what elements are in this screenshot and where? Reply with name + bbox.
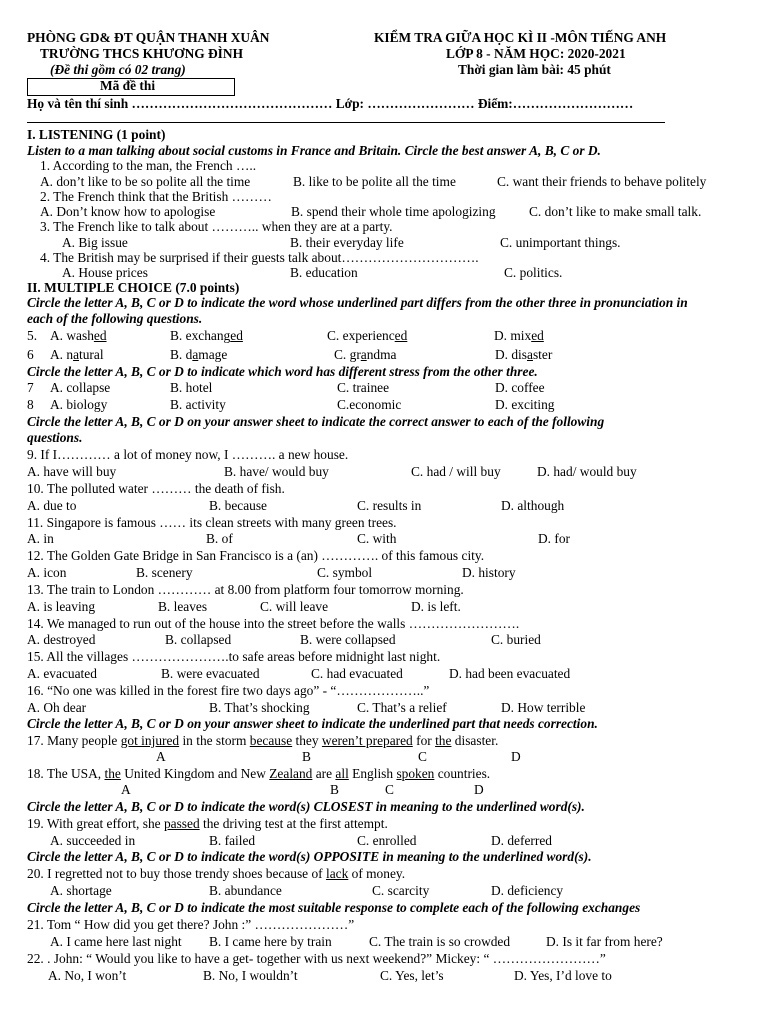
- q5-option-a: A. washed: [50, 328, 107, 343]
- q15-option-a: A. evacuated: [27, 666, 97, 681]
- q20-option-d: D. deficiency: [491, 883, 564, 898]
- q13-option-b: B. leaves: [158, 599, 208, 614]
- q10-option-b: B. because: [209, 498, 268, 513]
- pronunciation-instruction: Circle the letter A, B, C or D to indicate the word whose underlined part differs from the other three in pronunciation in: [27, 295, 688, 310]
- q2-option-c: C. don’t like to make small talk.: [529, 204, 702, 219]
- q21-stem: 21. Tom “ How did you get there? John :” …………………”: [27, 917, 355, 932]
- correct-answer-instruction: Circle the letter A, B, C or D on your answer sheet to indicate the correct answer to each of the following: [27, 414, 605, 429]
- q14-stem: 14. We managed to run out of the house into the street before the walls …………………….: [27, 616, 520, 631]
- q13-option-d: D. is left.: [411, 599, 461, 614]
- q18-label-b: B: [330, 782, 339, 797]
- q16-option-c: C. That’s a relief: [357, 700, 447, 715]
- q22-option-c: C. Yes, let’s: [380, 968, 444, 983]
- q6-number: 6: [27, 347, 34, 362]
- q14-option-d: C. buried: [491, 632, 541, 647]
- school-name: TRƯỜNG THCS KHƯƠNG ĐÌNH: [40, 46, 243, 61]
- q11-option-d: D. for: [538, 531, 570, 546]
- q5-option-b: B. exchanged: [170, 328, 243, 343]
- q18-label-c: C: [385, 782, 394, 797]
- q19-option-a: A. succeeded in: [50, 833, 136, 848]
- listening-instruction: Listen to a man talking about social customs in France and Britain. Circle the best answer A, B, C or D.: [27, 143, 601, 158]
- q16-option-d: D. How terrible: [501, 700, 586, 715]
- q7-number: 7: [27, 380, 34, 395]
- opposite-meaning-instruction: Circle the letter A, B, C or D to indicate the word(s) OPPOSITE in meaning to the underlined word(s).: [27, 849, 592, 864]
- q15-option-c: C. had evacuated: [311, 666, 403, 681]
- q17-label-b: B: [302, 749, 311, 764]
- q10-stem: 10. The polluted water ……… the death of fish.: [27, 481, 285, 496]
- q7-option-a: A. collapse: [50, 380, 111, 395]
- dept-name: PHÒNG GD& ĐT QUẬN THANH XUÂN: [27, 30, 270, 45]
- q21-option-d: D. Is it far from here?: [546, 934, 663, 949]
- q12-option-a: A. icon: [27, 565, 67, 580]
- q1-option-c: C. want their friends to behave politely: [497, 174, 707, 189]
- q11-option-c: C. with: [357, 531, 397, 546]
- q8-number: 8: [27, 397, 34, 412]
- q8-option-d: D. exciting: [495, 397, 555, 412]
- q12-stem: 12. The Golden Gate Bridge in San Francisco is a (an) …………. of this famous city.: [27, 548, 485, 563]
- q13-option-a: A. is leaving: [27, 599, 96, 614]
- q14-option-a: A. destroyed: [27, 632, 96, 647]
- q22-option-a: A. No, I won’t: [48, 968, 127, 983]
- q8-option-c: C.economic: [337, 397, 402, 412]
- q19-option-c: C. enrolled: [357, 833, 417, 848]
- q11-option-a: A. in: [27, 531, 54, 546]
- exam-duration: Thời gian làm bài: 45 phút: [458, 62, 611, 77]
- q3-option-b: B. their everyday life: [290, 235, 404, 250]
- q12-option-d: D. history: [462, 565, 516, 580]
- q17-sentence: 17. Many people got injured in the storm because they weren’t prepared for the disaster.: [27, 733, 499, 748]
- q4-stem: 4. The British may be surprised if their guests talk about………………………….: [40, 250, 479, 265]
- q14-option-c: B. were collapsed: [300, 632, 396, 647]
- q22-option-d: D. Yes, I’d love to: [514, 968, 612, 983]
- pronunciation-instruction-cont: each of the following questions.: [27, 311, 203, 326]
- q2-stem: 2. The French think that the British ………: [40, 189, 272, 204]
- q19-sentence: 19. With great effort, she passed the driving test at the first attempt.: [27, 816, 388, 831]
- q7-option-d: D. coffee: [495, 380, 545, 395]
- q7-option-b: B. hotel: [170, 380, 213, 395]
- q19-option-d: D. deferred: [491, 833, 552, 848]
- q3-option-a: A. Big issue: [62, 235, 128, 250]
- q9-option-d: D. had/ would buy: [537, 464, 637, 479]
- header-divider: [27, 122, 665, 123]
- error-correction-instruction: Circle the letter A, B, C or D on your answer sheet to indicate the underlined part that needs correction.: [27, 716, 598, 731]
- q20-option-c: C. scarcity: [372, 883, 430, 898]
- q4-option-a: A. House prices: [62, 265, 148, 280]
- closest-meaning-instruction: Circle the letter A, B, C or D to indicate the word(s) CLOSEST in meaning to the underlined word(s).: [27, 799, 585, 814]
- q14-option-b: B. collapsed: [165, 632, 232, 647]
- q17-label-d: D: [511, 749, 521, 764]
- response-instruction: Circle the letter A, B, C or D to indicate the most suitable response to complete each of the following exchanges: [27, 900, 641, 915]
- q20-option-a: A. shortage: [50, 883, 112, 898]
- q2-option-b: B. spend their whole time apologizing: [291, 204, 496, 219]
- q20-option-b: B. abundance: [209, 883, 282, 898]
- q8-option-a: A. biology: [50, 397, 108, 412]
- q11-stem: 11. Singapore is famous …… its clean streets with many green trees.: [27, 515, 397, 530]
- q9-option-c: C. had / will buy: [411, 464, 501, 479]
- q13-stem: 13. The train to London ………… at 8.00 from platform four tomorrow morning.: [27, 582, 464, 597]
- q15-stem: 15. All the villages ………………….to safe areas before midnight last night.: [27, 649, 441, 664]
- q13-option-c: C. will leave: [260, 599, 329, 614]
- q4-option-b: B. education: [290, 265, 358, 280]
- q5-number: 5.: [27, 328, 38, 343]
- correct-answer-instruction-cont: questions.: [27, 430, 83, 445]
- q21-option-b: B. I came here by train: [209, 934, 332, 949]
- q1-option-b: B. like to be polite all the time: [293, 174, 456, 189]
- q6-option-c: C. grandma: [334, 347, 397, 362]
- q12-option-b: B. scenery: [136, 565, 193, 580]
- q16-option-b: B. That’s shocking: [209, 700, 310, 715]
- exam-title: KIỂM TRA GIỮA HỌC KÌ II -MÔN TIẾNG ANH: [374, 30, 667, 45]
- q5-option-c: C. experienced: [327, 328, 408, 343]
- q4-option-c: C. politics.: [504, 265, 563, 280]
- q16-stem: 16. “No one was killed in the forest fire two days ago” - “………………..”: [27, 683, 430, 698]
- q10-option-c: C. results in: [357, 498, 422, 513]
- q1-stem: 1. According to the man, the French …..: [40, 158, 257, 173]
- q8-option-b: B. activity: [170, 397, 226, 412]
- grade-year: LỚP 8 - NĂM HỌC: 2020-2021: [446, 46, 626, 61]
- q6-option-b: B. damage: [170, 347, 228, 362]
- q10-option-a: A. due to: [27, 498, 77, 513]
- stress-instruction: Circle the letter A, B, C or D to indicate which word has different stress from the other three.: [27, 364, 538, 379]
- q22-option-b: B. No, I wouldn’t: [203, 968, 298, 983]
- q2-option-a: A. Don’t know how to apologise: [40, 204, 216, 219]
- listening-title: I. LISTENING (1 point): [27, 127, 166, 142]
- q6-option-d: D. disaster: [495, 347, 553, 362]
- q22-stem: 22. . John: “ Would you like to have a get- together with us next weekend?” Mickey: “ ……………………”: [27, 951, 606, 966]
- q18-sentence: 18. The USA, the United Kingdom and New Zealand are all English spoken countries.: [27, 766, 491, 781]
- q9-option-a: A. have will buy: [27, 464, 117, 479]
- q21-option-a: A. I came here last night: [50, 934, 182, 949]
- q3-option-c: C. unimportant things.: [500, 235, 621, 250]
- q15-option-b: B. were evacuated: [161, 666, 260, 681]
- q17-label-a: A: [156, 749, 166, 764]
- q10-option-d: D. although: [501, 498, 565, 513]
- multiple-choice-title: II. MULTIPLE CHOICE (7.0 points): [27, 280, 240, 295]
- page-count-note: (Đề thi gồm có 02 trang): [50, 62, 186, 77]
- q6-option-a: A. natural: [50, 347, 104, 362]
- q20-sentence: 20. I regretted not to buy those trendy shoes because of lack of money.: [27, 866, 406, 881]
- q21-option-c: C. The train is so crowded: [369, 934, 511, 949]
- q3-stem: 3. The French like to talk about ……….. when they are at a party.: [40, 219, 393, 234]
- q18-label-a: A: [121, 782, 131, 797]
- exam-code-label: Mã đề thi: [100, 78, 156, 93]
- q18-label-d: D: [474, 782, 484, 797]
- q15-option-d: D. had been evacuated: [449, 666, 571, 681]
- q9-stem: 9. If I………… a lot of money now, I ………. a new house.: [27, 447, 349, 462]
- q1-option-a: A. don’t like to be so polite all the time: [40, 174, 251, 189]
- q16-option-a: A. Oh dear: [27, 700, 87, 715]
- q9-option-b: B. have/ would buy: [224, 464, 329, 479]
- q19-option-b: B. failed: [209, 833, 256, 848]
- q7-option-c: C. trainee: [337, 380, 390, 395]
- q12-option-c: C. symbol: [317, 565, 373, 580]
- q17-label-c: C: [418, 749, 427, 764]
- q5-option-d: D. mixed: [494, 328, 544, 343]
- student-info-line: Họ và tên thí sinh ……………………………………… Lớp: …………………… Điểm:………………………: [27, 96, 634, 111]
- q11-option-b: B. of: [206, 531, 233, 546]
